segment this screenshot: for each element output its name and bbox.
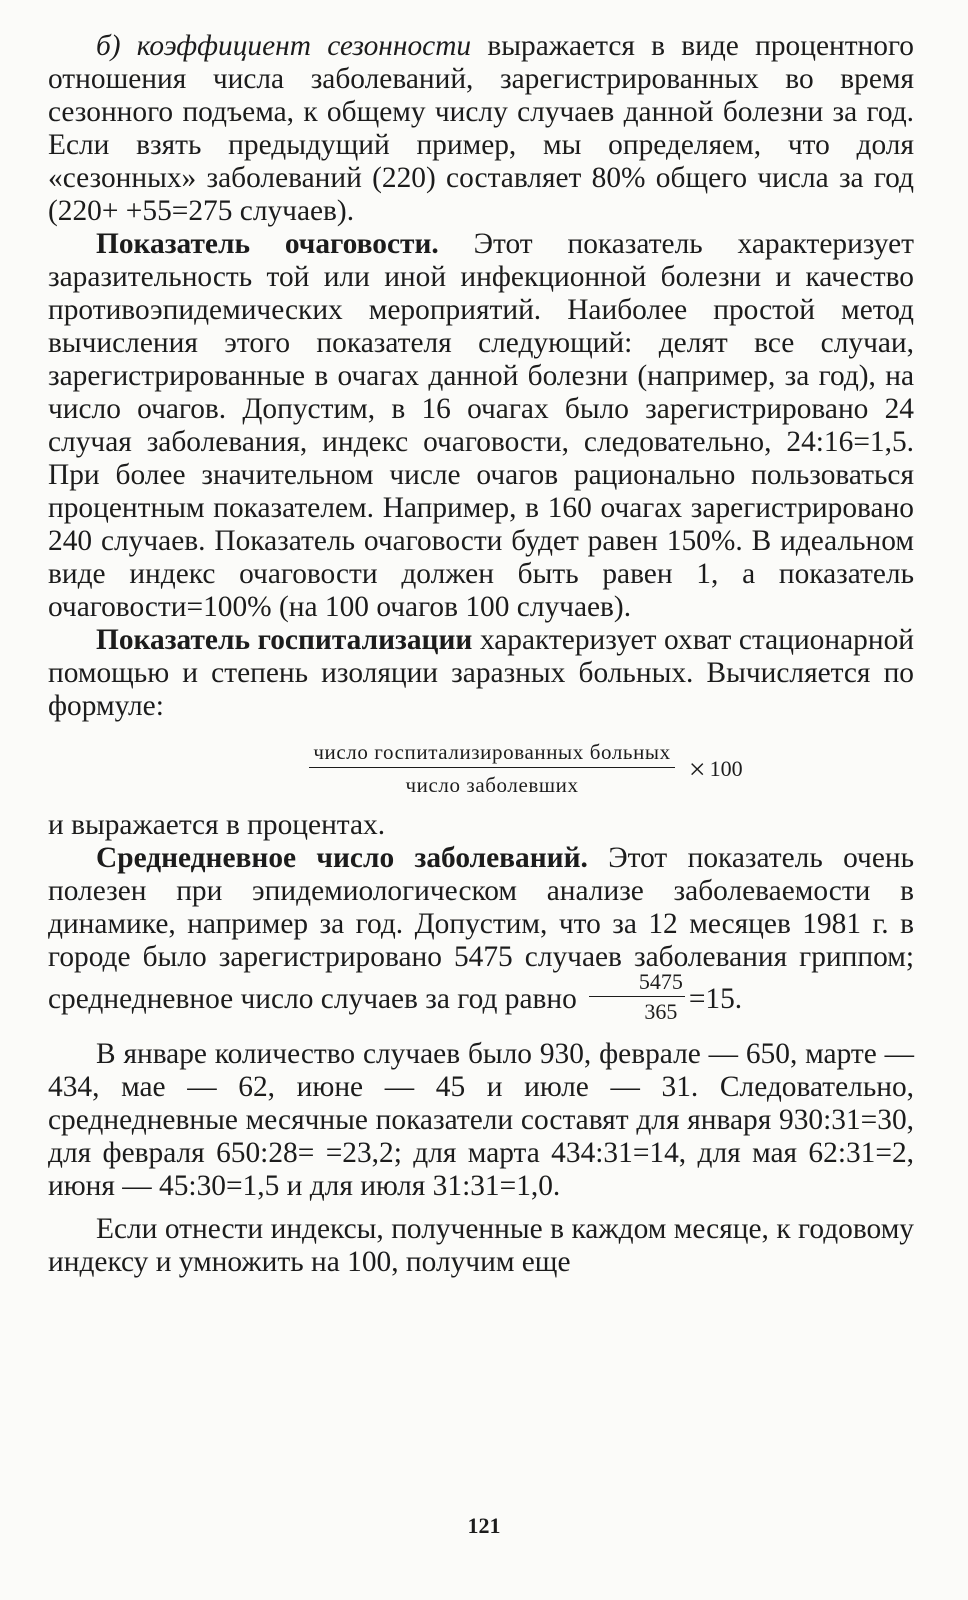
formula-denominator: число заболевших bbox=[405, 773, 579, 797]
paragraph-monthly-figures: В январе количество случаев было 930, феврале — 650, марте — 434, мае — 62, июне — 45 и июле — 31. Следовательно, среднедневные месячные показатели составят для января 930:31=30, для февраля 650:28= =23,2; для марта 434:31=14, для мая 62:31=2, июня — 45:30=1,5 и для июля 31:31=1,0. bbox=[48, 1038, 914, 1202]
paragraph-daily-average bbox=[48, 842, 914, 1028]
paragraph-text: Этот показатель очень полезен при эпидемиологическом анализе заболеваемости в динамике, например за год. Допустим, что за 12 месяцев 1981 г. в городе было зарегистрировано 5475 случаев заболевания гриппом; среднедневное число случаев за год равно bbox=[48, 842, 914, 1015]
term-seasonality-coefficient: б) коэффициент сезонности bbox=[96, 30, 472, 62]
heading-focality-index: Показатель очаговости. bbox=[96, 228, 439, 260]
paragraph-text: характеризует охват стационарной помощью и степень изоляции заразных больных. Вычисляется по формуле: bbox=[48, 624, 914, 722]
paragraph-text: Этот показатель характеризует заразительность той или иной инфекционной болезни и качество противоэпидемических мероприятий. Наиболее простой метод вычисления этого показателя следующий: делят все случаи, зарегистрированные в очагах данной болезни (например, за год), на число очагов. Допустим, в 16 очагах было зарегистрировано 24 случая заболевания, индекс очаговости, следовательно, 24:16=1,5. При более значительном числе очагов рационально пользоваться процентным показателем. Например, в 160 очагах зарегистрировано 240 случаев. Показатель очаговости будет равен 150%. В идеальном виде индекс очаговости должен быть равен 1, а показатель очаговости=100% (на 100 очагов 100 случаев). bbox=[48, 228, 915, 623]
fraction-denominator: 365 bbox=[644, 999, 678, 1024]
formula-fraction bbox=[309, 740, 674, 797]
paragraph-hospitalization-index bbox=[48, 624, 914, 723]
formula-numerator: число госпитализированных больных bbox=[309, 740, 674, 768]
fraction-numerator: 5475 bbox=[589, 970, 685, 997]
paragraph-seasonality-coefficient bbox=[48, 30, 914, 228]
formula-multiplier bbox=[689, 752, 743, 786]
heading-daily-average: Среднедневное число заболеваний. bbox=[96, 842, 588, 874]
multiply-sign: × bbox=[688, 752, 706, 786]
page-number: 121 bbox=[467, 1513, 501, 1538]
heading-hospitalization-index: Показатель госпитализации bbox=[96, 624, 473, 656]
daily-average-fraction bbox=[589, 970, 685, 1024]
hospitalization-formula bbox=[138, 740, 914, 797]
fraction-result: =15. bbox=[688, 982, 743, 1015]
page-text bbox=[48, 30, 914, 1279]
paragraph-focality-index bbox=[48, 228, 914, 624]
paragraph-final: Если отнести индексы, полученные в каждом месяце, к годовому индексу и умножить на 100, получим еще bbox=[48, 1213, 914, 1278]
multiplier-value: 100 bbox=[709, 755, 743, 781]
paragraph-text: выражается в виде процентного отношения числа заболеваний, зарегистрированных во время сезонного подъема, к общему числу случаев данной болезни за год. Если взять предыдущий пример, мы определяем, что доля «сезонных» заболеваний (220) составляет 80% общего числа за год (220+ +55=275 случаев). bbox=[48, 30, 914, 227]
paragraph-after-formula: и выражается в процентах. bbox=[48, 809, 386, 841]
